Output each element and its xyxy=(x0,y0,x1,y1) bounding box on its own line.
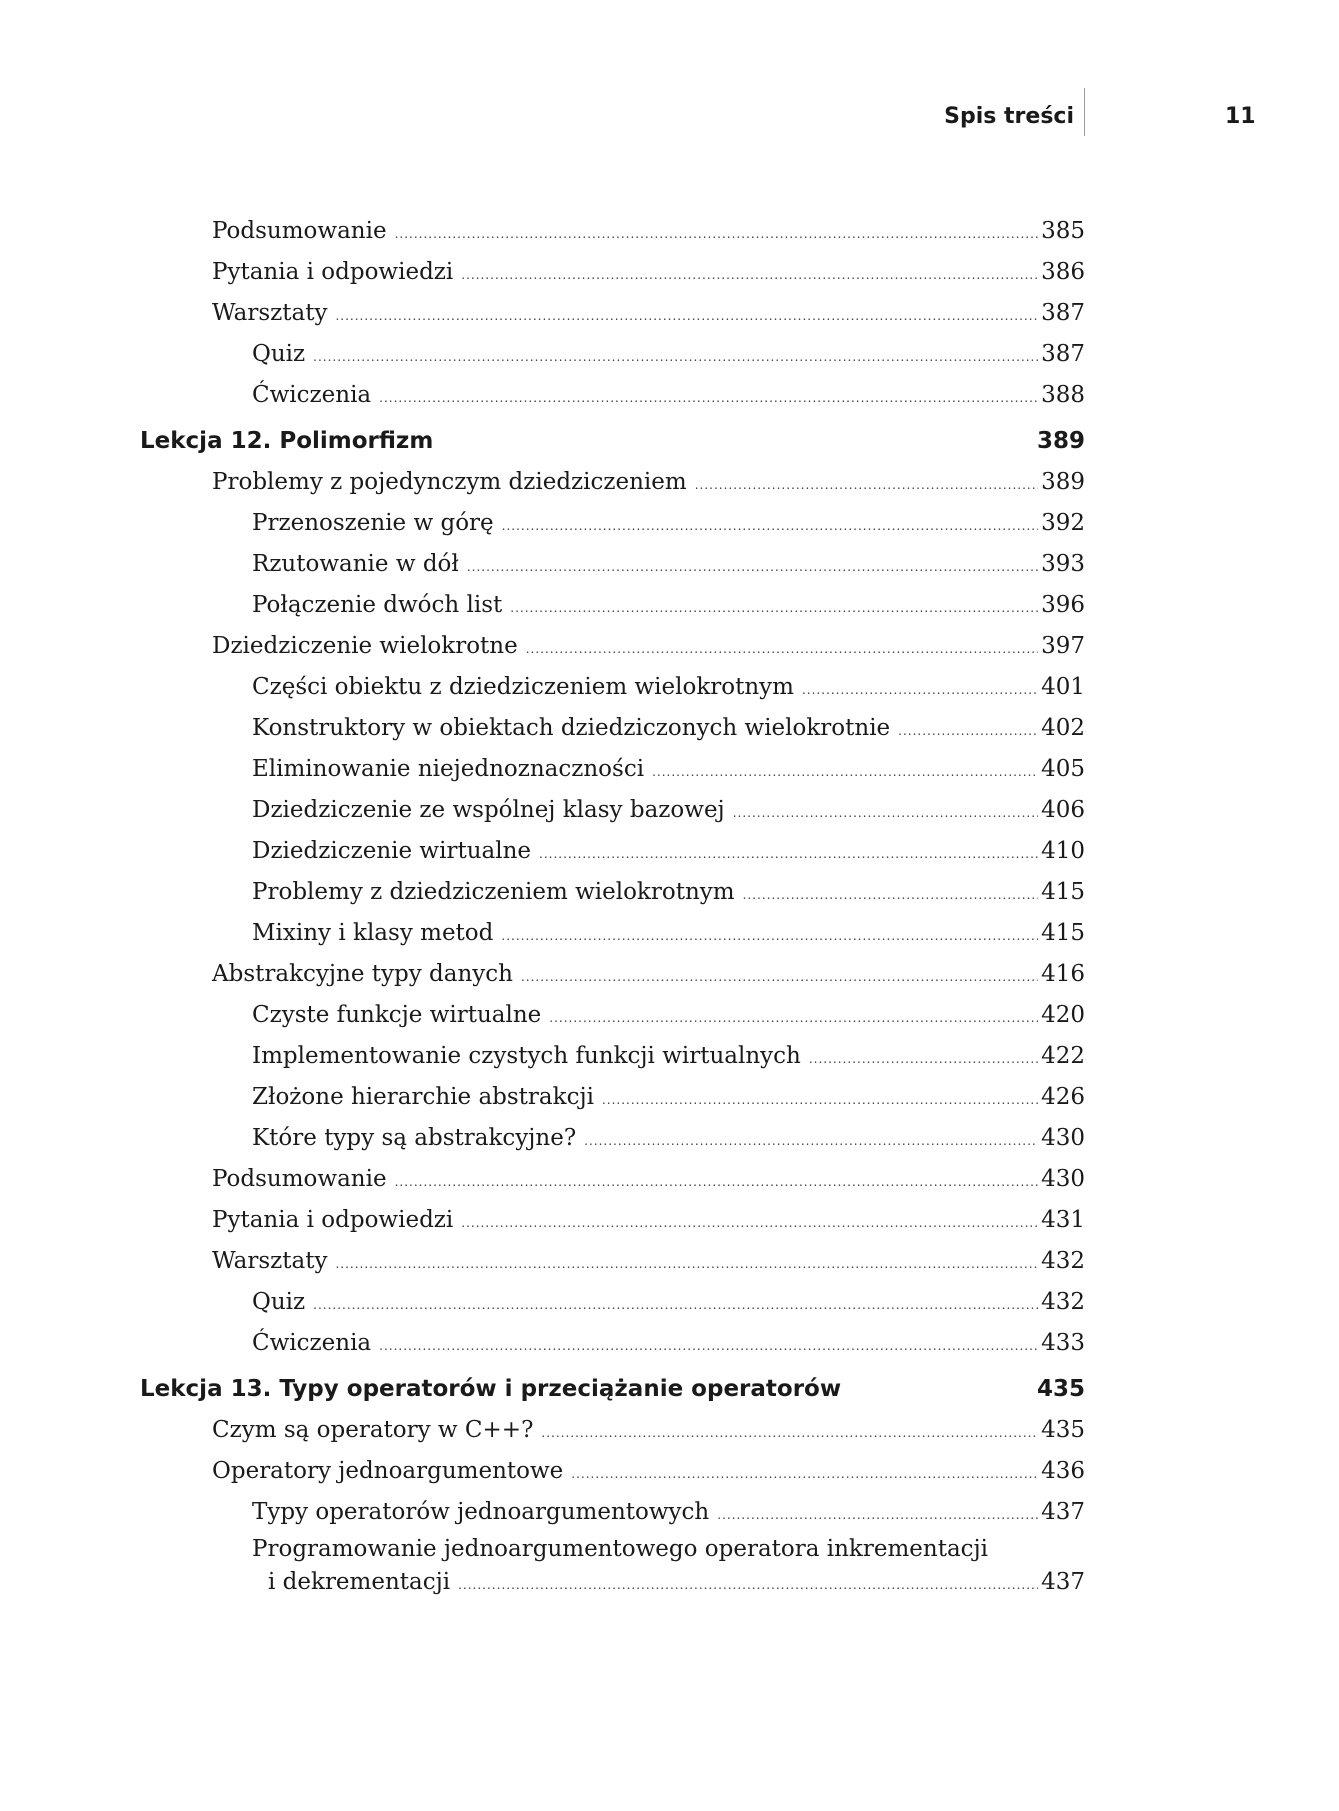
toc-entry[interactable]: Abstrakcyjne typy danych ..... 416 xyxy=(140,954,1085,995)
toc-entry[interactable]: Mixiny i klasy metod ..... 415 xyxy=(140,913,1085,954)
chapter-title: Lekcja 12. Polimorfizm xyxy=(140,428,434,454)
toc-entry-wrapped[interactable]: Programowanie jednoargumentowego operatora inkrementacji i dekrementacji ..... 437 xyxy=(140,1533,1085,1602)
toc-entry[interactable]: Konstruktory w obiektach dziedziczonych wielokrotnie ..... 402 xyxy=(140,708,1085,749)
toc-entry[interactable]: Problemy z dziedziczeniem wielokrotnym ..... 415 xyxy=(140,872,1085,913)
toc-entry[interactable]: Warsztaty ..... 387 xyxy=(140,293,1085,334)
toc-entry[interactable]: Rzutowanie w dół ..... 393 xyxy=(140,544,1085,585)
toc-entry[interactable]: Implementowanie czystych funkcji wirtualnych ..... 422 xyxy=(140,1036,1085,1077)
toc-entry[interactable]: Operatory jednoargumentowe ..... 436 xyxy=(140,1451,1085,1492)
chapter-title: Lekcja 13. Typy operatorów i przeciążanie operatorów xyxy=(140,1376,842,1402)
toc-entry[interactable]: Dziedziczenie wielokrotne ..... 397 xyxy=(140,626,1085,667)
toc-entry[interactable]: Które typy są abstrakcyjne? ..... 430 xyxy=(140,1118,1085,1159)
toc-entry[interactable]: Problemy z pojedynczym dziedziczeniem ..... 389 xyxy=(140,462,1085,503)
toc-entry[interactable]: Dziedziczenie wirtualne ..... 410 xyxy=(140,831,1085,872)
toc-entry[interactable]: Ćwiczenia ..... 433 xyxy=(140,1323,1085,1364)
toc-entry[interactable]: Podsumowanie ..... 385 xyxy=(140,211,1085,252)
chapter-heading[interactable] xyxy=(140,1364,1085,1410)
toc-entry[interactable]: Typy operatorów jednoargumentowych ..... 437 xyxy=(140,1492,1085,1533)
toc-entry[interactable]: Quiz ..... 387 xyxy=(140,334,1085,375)
table-of-contents xyxy=(140,211,1085,1602)
toc-entry[interactable]: Podsumowanie ..... 430 xyxy=(140,1159,1085,1200)
toc-entry[interactable]: Części obiektu z dziedziczeniem wielokrotnym ..... 401 xyxy=(140,667,1085,708)
running-head: Spis treści xyxy=(944,104,1074,129)
toc-entry[interactable]: Eliminowanie niejednoznaczności ..... 405 xyxy=(140,749,1085,790)
toc-entry[interactable]: Pytania i odpowiedzi ..... 431 xyxy=(140,1200,1085,1241)
toc-entry[interactable]: Quiz ..... 432 xyxy=(140,1282,1085,1323)
chapter-heading[interactable] xyxy=(140,416,1085,462)
header-divider xyxy=(1084,88,1085,136)
toc-entry[interactable]: Złożone hierarchie abstrakcji ..... 426 xyxy=(140,1077,1085,1118)
toc-entry[interactable]: Przenoszenie w górę ..... 392 xyxy=(140,503,1085,544)
chapter-page: 435 xyxy=(1036,1376,1085,1402)
toc-entry[interactable]: Dziedziczenie ze wspólnej klasy bazowej ..... 406 xyxy=(140,790,1085,831)
toc-entry[interactable]: Czyste funkcje wirtualne ..... 420 xyxy=(140,995,1085,1036)
page-header xyxy=(0,100,1339,140)
chapter-page: 389 xyxy=(1036,428,1085,454)
toc-entry[interactable]: Pytania i odpowiedzi ..... 386 xyxy=(140,252,1085,293)
toc-entry[interactable]: Połączenie dwóch list ..... 396 xyxy=(140,585,1085,626)
toc-entry[interactable]: Ćwiczenia ..... 388 xyxy=(140,375,1085,416)
toc-entry[interactable]: Czym są operatory w C++? ..... 435 xyxy=(140,1410,1085,1451)
page-number: 11 xyxy=(1225,104,1256,129)
toc-entry[interactable]: Warsztaty ..... 432 xyxy=(140,1241,1085,1282)
